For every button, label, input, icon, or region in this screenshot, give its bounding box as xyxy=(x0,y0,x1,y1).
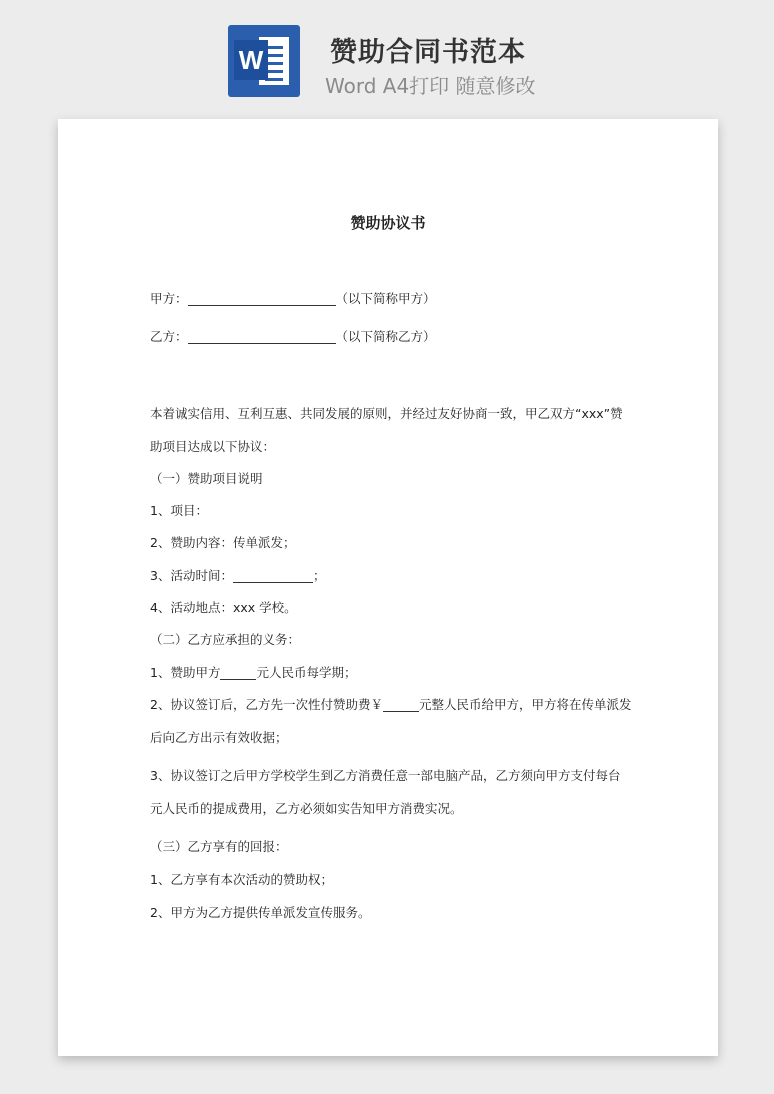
section-2-item-3-line-1: 3、协议签订之后甲方学校学生到乙方消费任意一部电脑产品，乙方须向甲方支付每台 xyxy=(150,768,621,783)
activity-time-suffix: ； xyxy=(312,568,326,583)
section-2-item-2-cont: 后向乙方出示有效收据； xyxy=(150,730,288,745)
sponsor-amount-blank xyxy=(220,665,256,680)
activity-time-label: 3、活动时间： xyxy=(150,568,233,583)
word-letter: W xyxy=(234,40,268,80)
header xyxy=(0,0,774,110)
section-1-item-4: 4、活动地点：xxx 学校。 xyxy=(150,600,297,615)
document-page xyxy=(58,119,718,1056)
word-icon xyxy=(228,25,300,97)
intro-line-2: 助项目达成以下协议： xyxy=(150,439,276,454)
party-b-suffix: （以下简称乙方） xyxy=(335,329,436,344)
party-b-line xyxy=(150,327,436,345)
fee-suffix: 元整人民币给甲方，甲方将在传单派发 xyxy=(418,697,632,712)
party-a-suffix: （以下简称甲方） xyxy=(335,291,436,306)
section-2-item-2 xyxy=(150,695,631,713)
section-3-item-2: 2、甲方为乙方提供传单派发宣传服务。 xyxy=(150,905,371,920)
sponsor-amount-suffix: 元人民币每学期； xyxy=(256,665,357,680)
party-a-line xyxy=(150,289,436,307)
header-title: 赞助合同书范本 xyxy=(330,37,526,68)
party-b-blank xyxy=(188,329,336,344)
section-1-item-3 xyxy=(150,566,325,584)
intro-line-1: 本着诚实信用、互利互惠、共同发展的原则，并经过友好协商一致，甲乙双方“xxx”赞 xyxy=(150,406,623,421)
section-1-item-1: 1、项目： xyxy=(150,503,208,518)
fee-label: 2、协议签订后，乙方先一次性付赞助费￥ xyxy=(150,697,383,712)
header-subtitle: Word A4打印 随意修改 xyxy=(325,74,536,98)
section-1-item-2: 2、赞助内容：传单派发； xyxy=(150,535,296,550)
fee-blank xyxy=(383,697,419,712)
party-a-label: 甲方： xyxy=(150,291,188,306)
section-2-item-3-line-2: 元人民币的提成费用，乙方必须如实告知甲方消费实况。 xyxy=(150,801,463,816)
section-2-title: （二）乙方应承担的义务： xyxy=(150,632,301,647)
section-2-item-1 xyxy=(150,663,356,681)
sponsor-amount-label: 1、赞助甲方 xyxy=(150,665,221,680)
document-title: 赞助协议书 xyxy=(350,214,426,232)
activity-time-blank xyxy=(233,568,313,583)
party-a-blank xyxy=(188,291,336,306)
section-1-title: （一）赞助项目说明 xyxy=(150,471,263,486)
section-3-item-1: 1、乙方享有本次活动的赞助权； xyxy=(150,872,333,887)
party-b-label: 乙方： xyxy=(150,329,188,344)
section-3-title: （三）乙方享有的回报： xyxy=(150,839,288,854)
